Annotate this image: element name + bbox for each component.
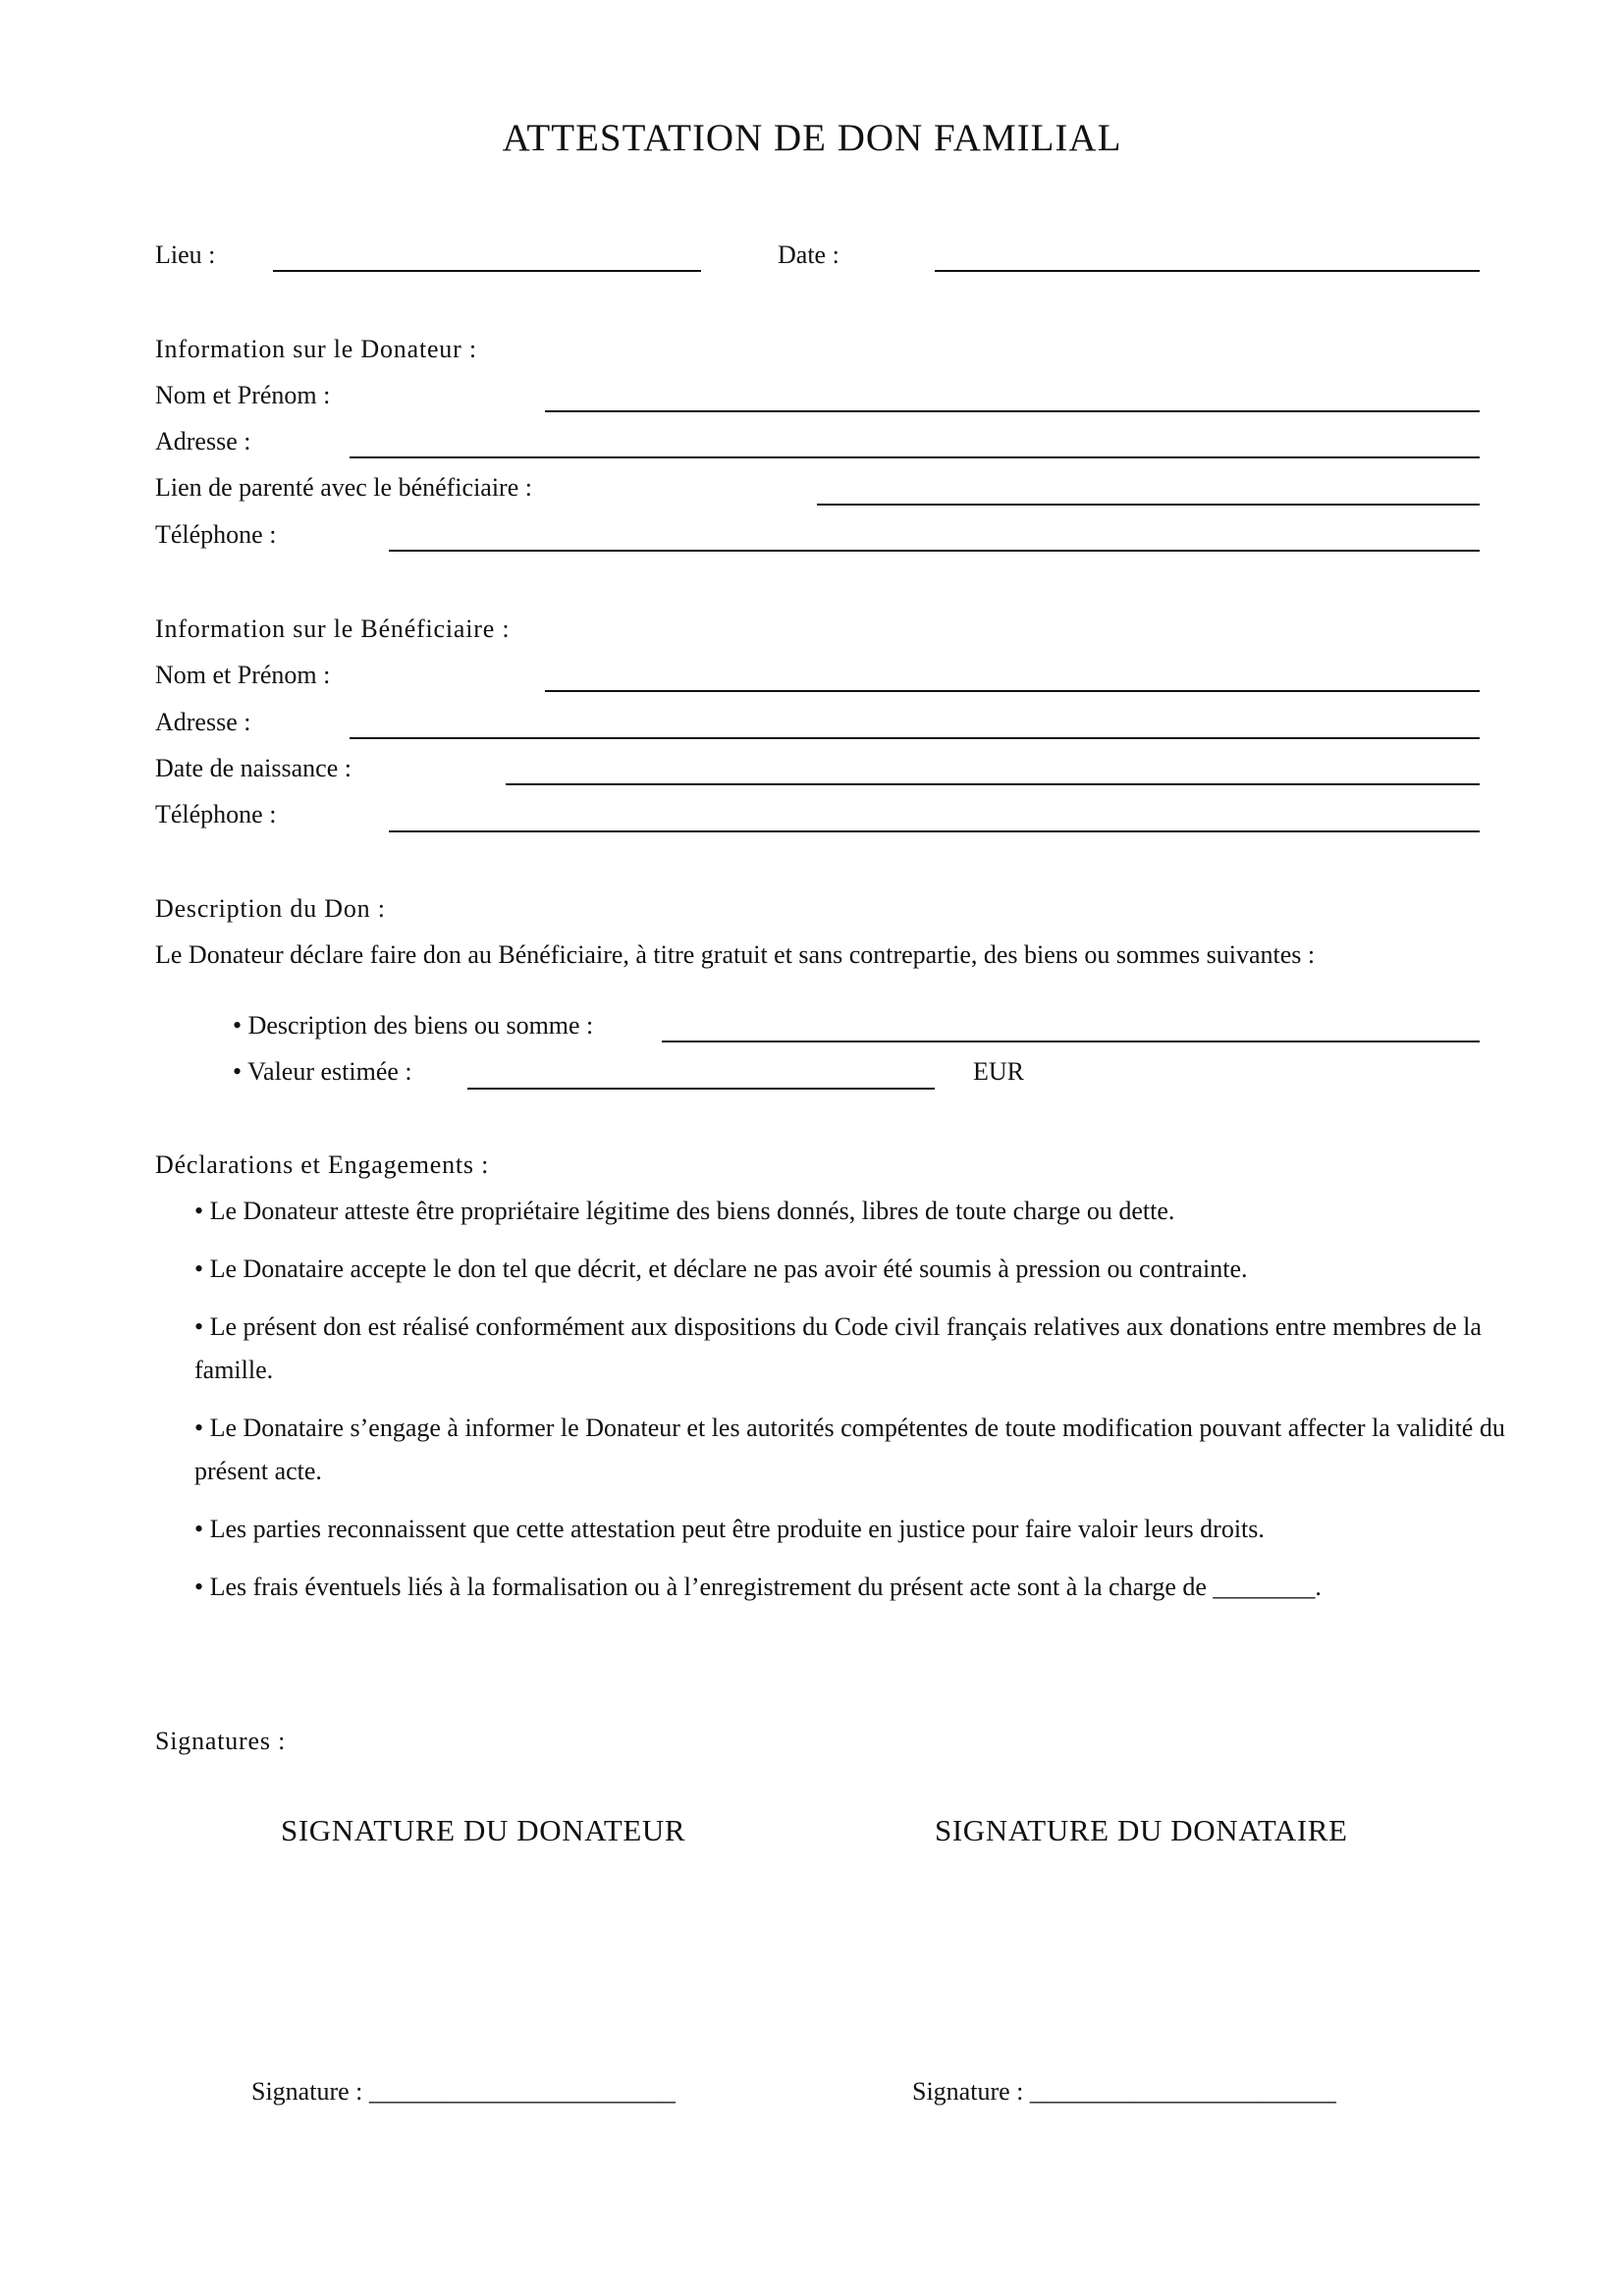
donor-phone-field-line[interactable] bbox=[389, 550, 1480, 552]
beneficiary-address-label: Adresse : bbox=[155, 708, 251, 736]
gift-value-field-line[interactable] bbox=[467, 1088, 935, 1090]
beneficiary-phone-field-line[interactable] bbox=[389, 830, 1480, 832]
donor-signature-title: SIGNATURE DU DONATEUR bbox=[281, 1813, 686, 1847]
beneficiary-address-field-line[interactable] bbox=[350, 737, 1480, 739]
donor-relationship-label: Lien de parenté avec le bénéficiaire : bbox=[155, 473, 532, 502]
donor-signature-line[interactable]: Signature : ________________________ bbox=[251, 2077, 676, 2106]
declaration-item: • Le présent don est réalisé conformément aux dispositions du Code civil français relatives aux donations entre membres de la famille. bbox=[194, 1312, 1482, 1384]
declaration-item: • Le Donataire accepte le don tel que décrit, et déclare ne pas avoir été soumis à pression ou contrainte. bbox=[194, 1255, 1248, 1283]
date-label: Date : bbox=[778, 240, 839, 269]
donee-signature-title: SIGNATURE DU DONATAIRE bbox=[935, 1813, 1348, 1847]
donor-address-label: Adresse : bbox=[155, 427, 251, 455]
place-field-line[interactable] bbox=[273, 270, 701, 272]
donor-phone-label: Téléphone : bbox=[155, 520, 277, 549]
donor-relationship-field-line[interactable] bbox=[817, 504, 1480, 506]
signatures-section-heading: Signatures : bbox=[155, 1727, 287, 1755]
beneficiary-name-label: Nom et Prénom : bbox=[155, 661, 331, 689]
date-field-line[interactable] bbox=[935, 270, 1480, 272]
beneficiary-name-field-line[interactable] bbox=[545, 690, 1480, 692]
gift-description-field-line[interactable] bbox=[662, 1041, 1480, 1042]
declaration-item: • Les parties reconnaissent que cette attestation peut être produite en justice pour faire valoir leurs droits. bbox=[194, 1515, 1265, 1543]
declaration-item: • Le Donataire s’engage à informer le Donateur et les autorités compétentes de toute modification pouvant affecter la validité du présent acte. bbox=[194, 1414, 1505, 1485]
gift-currency-label: EUR bbox=[973, 1057, 1024, 1086]
declaration-item: • Les frais éventuels liés à la formalisation ou à l’enregistrement du présent acte sont à la charge de ________. bbox=[194, 1573, 1322, 1601]
place-label: Lieu : bbox=[155, 240, 216, 269]
declaration-item: • Le Donateur atteste être propriétaire légitime des biens donnés, libres de toute charge ou dette. bbox=[194, 1197, 1175, 1225]
beneficiary-birthdate-field-line[interactable] bbox=[506, 783, 1480, 785]
donor-address-field-line[interactable] bbox=[350, 456, 1480, 458]
beneficiary-section-heading: Information sur le Bénéficiaire : bbox=[155, 614, 511, 643]
beneficiary-birthdate-label: Date de naissance : bbox=[155, 754, 352, 782]
donor-name-label: Nom et Prénom : bbox=[155, 381, 331, 409]
document-title: ATTESTATION DE DON FAMILIAL bbox=[502, 117, 1122, 159]
donee-signature-line[interactable]: Signature : ________________________ bbox=[912, 2077, 1336, 2106]
declarations-section-heading: Déclarations et Engagements : bbox=[155, 1150, 490, 1179]
donor-name-field-line[interactable] bbox=[545, 410, 1480, 412]
gift-value-label: • Valeur estimée : bbox=[233, 1057, 412, 1086]
beneficiary-phone-label: Téléphone : bbox=[155, 800, 277, 828]
gift-intro-text: Le Donateur déclare faire don au Bénéficiaire, à titre gratuit et sans contrepartie, des biens ou sommes suivantes : bbox=[155, 940, 1316, 969]
gift-section-heading: Description du Don : bbox=[155, 894, 386, 923]
gift-description-label: • Description des biens ou somme : bbox=[233, 1011, 594, 1040]
donor-section-heading: Information sur le Donateur : bbox=[155, 335, 477, 363]
